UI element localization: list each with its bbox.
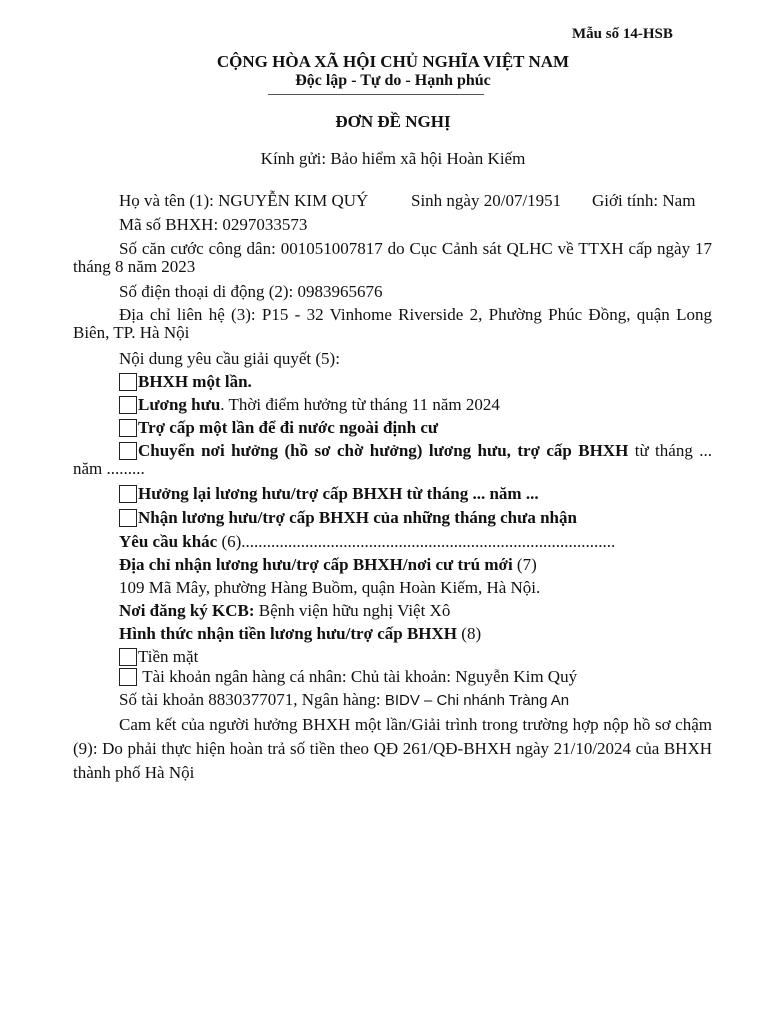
payment-method-label: Hình thức nhận tiền lương hưu/trợ cấp BHXH xyxy=(119,624,458,643)
payment-bank[interactable] xyxy=(119,667,577,687)
checkbox-resume[interactable] xyxy=(119,485,137,503)
checkbox-cash[interactable] xyxy=(119,648,137,666)
option-lump-sum-label: BHXH một lần. xyxy=(138,372,252,391)
receipt-address-label: Địa chỉ nhận lương hưu/trợ cấp BHXH/nơi cư trú mới xyxy=(119,555,513,574)
commitment-text: Cam kết của người hưởng BHXH một lần/Giải trình trong trường hợp nộp hồ sơ chậm (9): Do phải thực hiện hoàn trả số tiền theo QĐ 261/QĐ-BHXH ngày 21/10/2024 của BHXH thành phố Hà Nội xyxy=(73,715,712,782)
payment-method-heading xyxy=(119,624,481,644)
checkbox-pension[interactable] xyxy=(119,396,137,414)
kcb-value: Bệnh viện hữu nghị Việt Xô xyxy=(254,601,451,620)
receipt-address-heading xyxy=(119,555,537,575)
bhxh-number: Mã số BHXH: 0297033573 xyxy=(119,215,308,234)
citizen-id-paragraph xyxy=(73,240,712,276)
kcb-label: Nơi đăng ký KCB: xyxy=(119,601,255,620)
bank-account xyxy=(119,690,569,710)
option-resume-label: Hưởng lại lương hưu/trợ cấp BHXH từ tháng ... năm ... xyxy=(138,484,539,503)
option-transfer[interactable] xyxy=(73,442,712,478)
bank-account-branch: BIDV – Chi nhánh Tràng An xyxy=(384,692,570,709)
citizen-id-text: Số căn cước công dân: 001051007817 do Cục Cảnh sát QLHC về TTXH cấp ngày 17 tháng 8 năm 2023 xyxy=(73,239,712,276)
option-emigration[interactable] xyxy=(119,418,438,438)
checkbox-emigration[interactable] xyxy=(119,419,137,437)
option-transfer-label: Chuyển nơi hưởng (hồ sơ chờ hưởng) lương hưu, trợ cấp BHXH xyxy=(138,441,629,460)
request-heading: Nội dung yêu cầu giải quyết (5): xyxy=(119,349,340,368)
form-number: Mẫu số 14-HSB xyxy=(572,26,673,42)
commitment-paragraph xyxy=(73,713,712,785)
payment-cash[interactable] xyxy=(119,647,198,667)
payment-method-ref: (8) xyxy=(457,624,482,643)
option-unpaid-months[interactable] xyxy=(119,508,577,528)
phone-number: Số điện thoại di động (2): 0983965676 xyxy=(119,282,383,301)
option-emigration-label: Trợ cấp một lần để đi nước ngoài định cư xyxy=(138,418,439,437)
payment-bank-label: Tài khoản ngân hàng cá nhân: Chủ tài khoản: Nguyễn Kim Quý xyxy=(142,667,578,686)
option-pension-detail: . Thời điểm hưởng từ tháng 11 năm 2024 xyxy=(220,395,500,414)
checkbox-lump-sum[interactable] xyxy=(119,373,137,391)
gender: Giới tính: Nam xyxy=(592,191,696,210)
document-title: ĐƠN ĐỀ NGHỊ xyxy=(335,112,451,131)
motto-underline xyxy=(268,94,484,95)
option-resume[interactable] xyxy=(119,484,539,504)
contact-address-text: Địa chỉ liên hệ (3): P15 - 32 Vinhome Riverside 2, Phường Phúc Đồng, quận Long Biên, TP. Hà Nội xyxy=(73,305,712,342)
date-of-birth: Sinh ngày 20/07/1951 xyxy=(411,191,562,210)
contact-address-paragraph xyxy=(73,306,712,342)
other-request-label: Yêu cầu khác xyxy=(119,532,218,551)
receipt-address-ref: (7) xyxy=(512,555,537,574)
other-request xyxy=(119,532,615,552)
option-pension-label: Lương hưu xyxy=(138,395,221,414)
national-title: CỘNG HÒA XÃ HỘI CHỦ NGHĨA VIỆT NAM xyxy=(216,52,570,71)
checkbox-transfer[interactable] xyxy=(119,442,137,460)
option-unpaid-months-label: Nhận lương hưu/trợ cấp BHXH của những tháng chưa nhận xyxy=(138,508,577,527)
full-name: Họ và tên (1): NGUYỄN KIM QUÝ xyxy=(119,191,369,210)
option-pension[interactable] xyxy=(119,395,500,415)
checkbox-bank[interactable] xyxy=(119,668,137,686)
receipt-address-value: 109 Mã Mây, phường Hàng Buồm, quận Hoàn Kiếm, Hà Nội. xyxy=(119,578,541,597)
national-motto: Độc lập - Tự do - Hạnh phúc xyxy=(295,72,491,89)
option-transfer-detail: từ tháng ... năm ......... xyxy=(73,441,712,478)
kcb-registration xyxy=(119,601,450,621)
payment-cash-label: Tiền mặt xyxy=(138,647,199,666)
bank-account-number: Số tài khoản 8830377071, Ngân hàng: xyxy=(119,690,385,709)
checkbox-unpaid-months[interactable] xyxy=(119,509,137,527)
option-lump-sum[interactable] xyxy=(119,372,252,392)
other-request-blank: (6)........................................................................................ xyxy=(217,532,616,551)
recipient-line: Kính gửi: Bảo hiểm xã hội Hoàn Kiếm xyxy=(260,149,526,168)
